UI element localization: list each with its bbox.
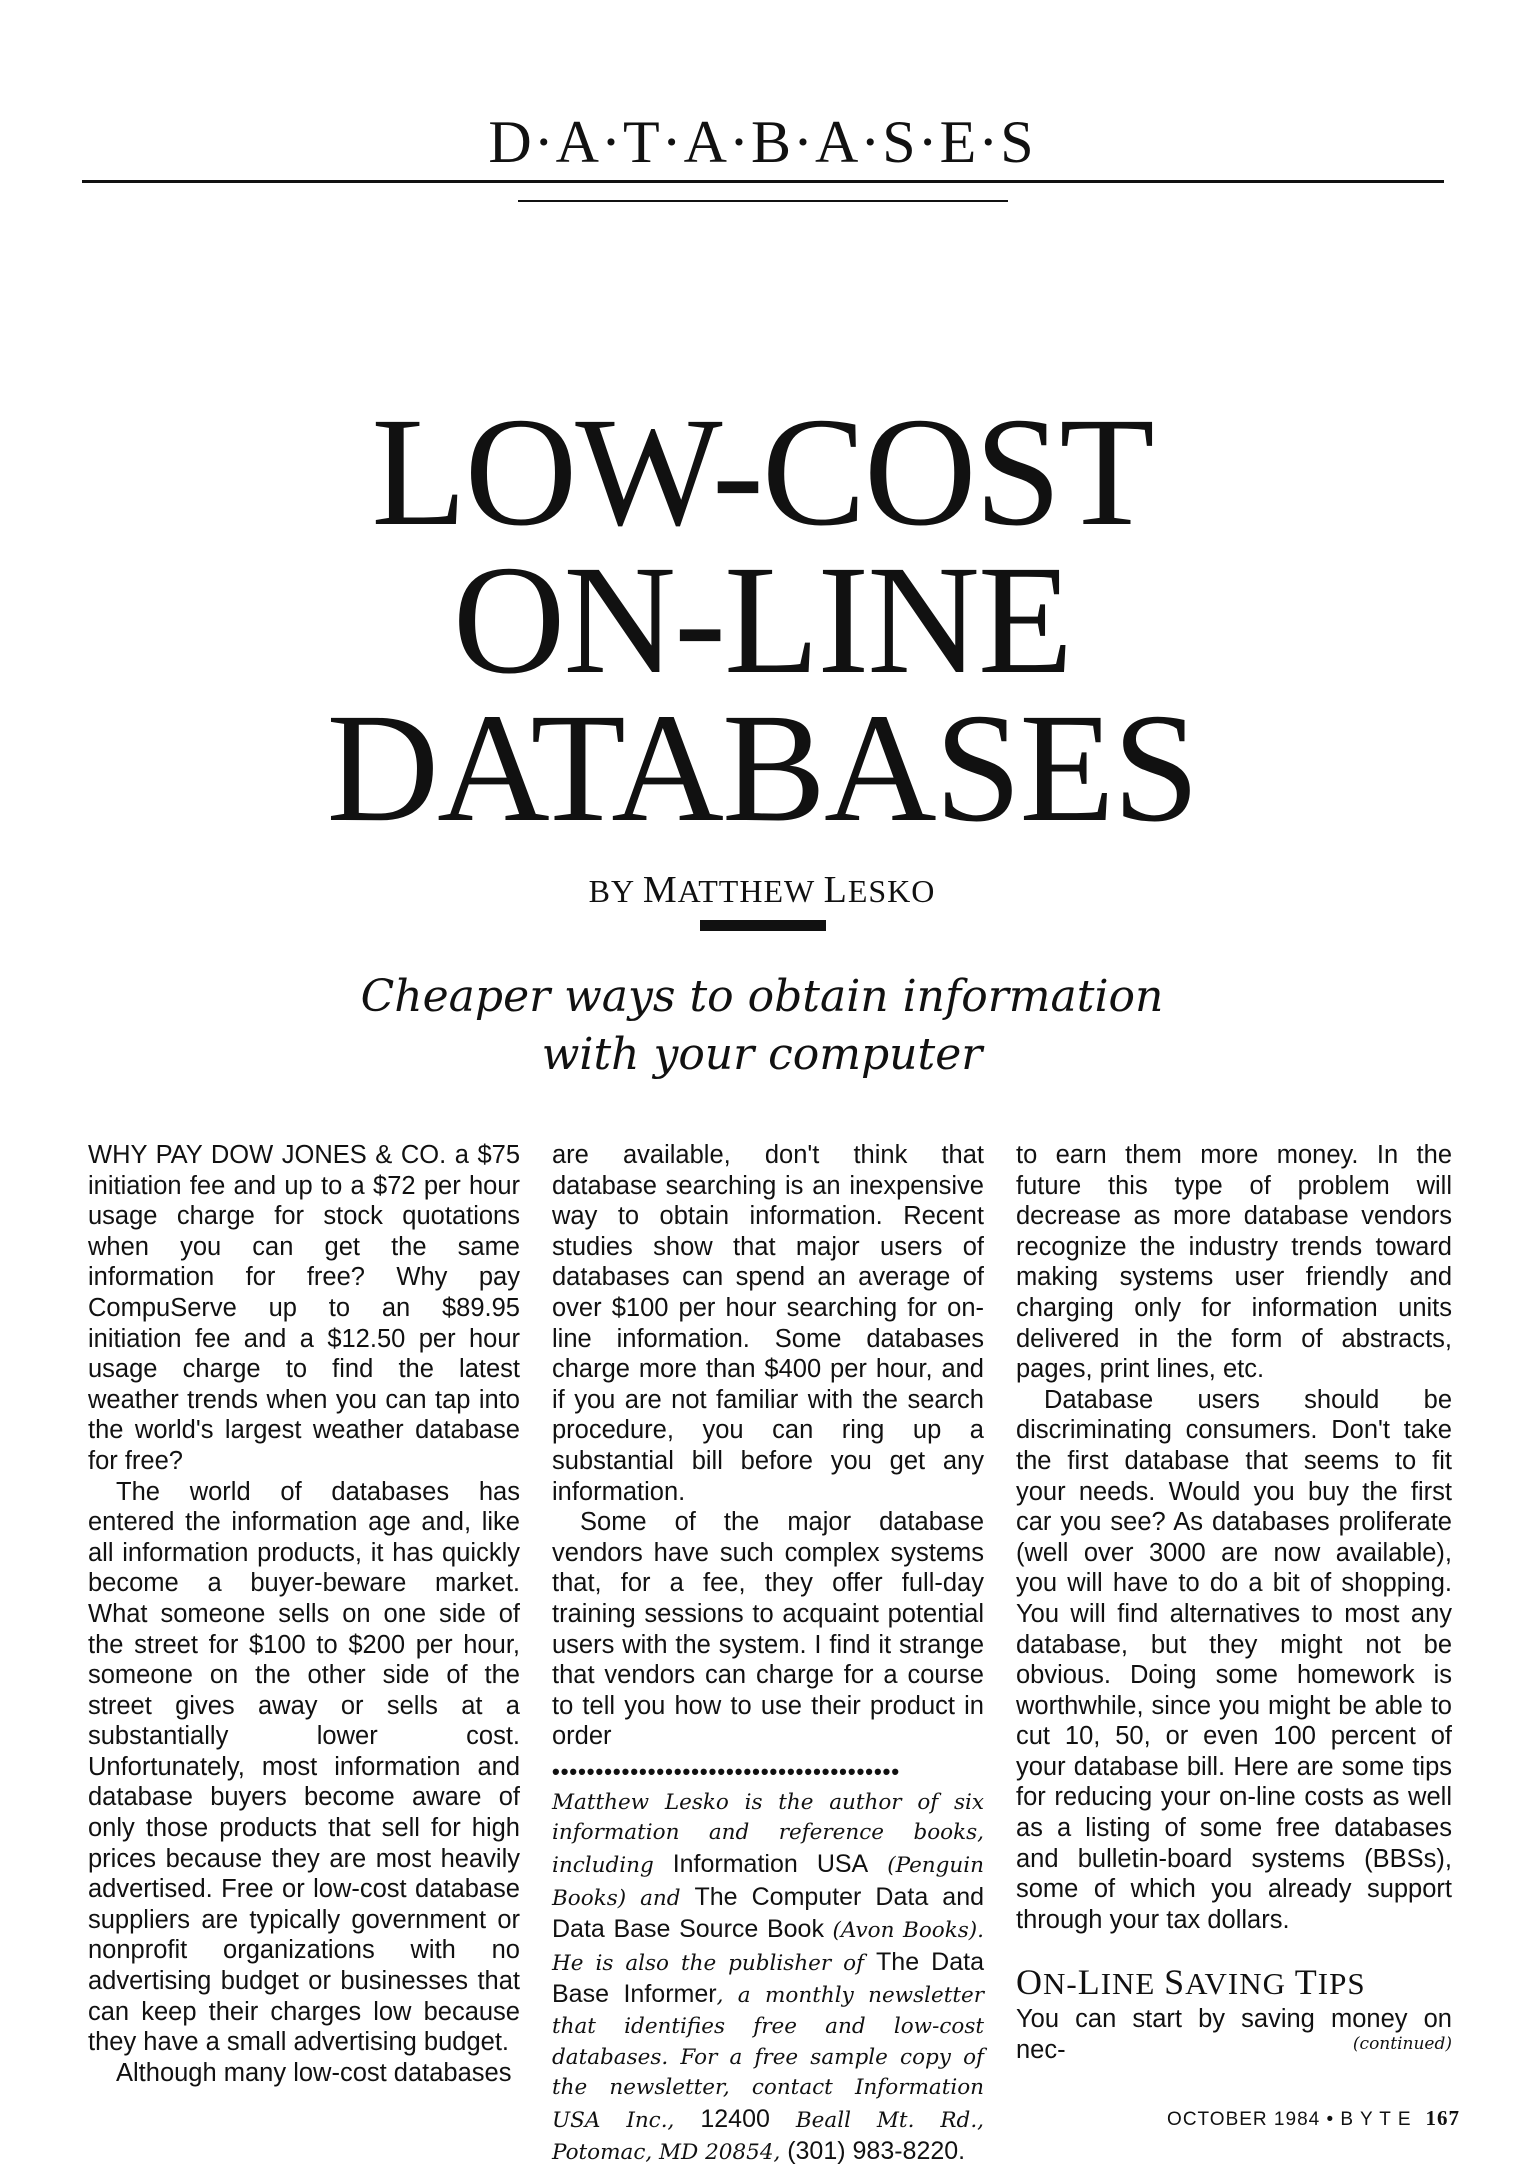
header-subrule xyxy=(518,200,1008,202)
byline-bar xyxy=(700,920,826,931)
title-line: DATABASES xyxy=(326,681,1198,854)
page-number: 167 xyxy=(1425,2106,1460,2130)
byline-first-name: ATTHEW xyxy=(677,873,815,909)
byline-initial: L xyxy=(823,869,848,911)
section-header: D·A·T·A·B·A·S·E·S xyxy=(488,109,1036,175)
byline-prefix: BY xyxy=(588,873,634,909)
text-column-1 xyxy=(88,1140,520,2088)
issue-info: OCTOBER 1984 • B Y T E xyxy=(1167,2109,1412,2130)
text-column-2 xyxy=(552,1140,984,2169)
paragraph: to earn them more money. In the future this type of problem will decrease as more database vendors recognize the industry trends toward making systems user friendly and charging only for information units delivered in the form of abstracts, pages, print lines, etc. xyxy=(1016,1141,1452,1384)
page-footer xyxy=(1167,2106,1460,2131)
paragraph: Although many low-cost databases xyxy=(116,2058,512,2087)
subtitle-line: Cheaper ways to obtain information xyxy=(360,971,1164,1022)
paragraph: You can start by saving money on nec- xyxy=(1016,2005,1452,2064)
header-rule xyxy=(82,180,1444,183)
section-heading: ON-LINE SAVING TIPS xyxy=(1016,1962,1366,2003)
title-line: ON-LINE xyxy=(452,533,1072,706)
byline-initial: M xyxy=(642,869,678,911)
paragraph: are available, don't think that database searching is an inexpensive way to obtain information. Recent studies show that major users of databases can spend an average of over $100 per hour searching for on-line information. Some databases charge more than $400 per hour, and if you are not familiar with the search procedure, you can ring up a substantial bill before you get any information. xyxy=(552,1141,984,1506)
continued-note: (continued) xyxy=(1352,2034,1452,2054)
subtitle-line: with your computer xyxy=(541,1029,983,1080)
paragraph: Database users should be discriminating consumers. Don't take the first database that seems to fit your needs. Would you buy the first car you see? As databases proliferate (well over 3000 are now available), you will have to do a bit of shopping. You will find alternatives to most any database, but they might not be obvious. Doing some homework is worthwhile, since you might be able to cut 10, 50, or even 100 percent of your database bill. Here are some tips for reducing your on-line costs as well as a listing of some free databases and bulletin-board systems (BBSs), some of which you already support through your tax dollars. xyxy=(1016,1385,1452,1934)
dotted-separator: •••••••••••••••••••••••••••••••••••••••• xyxy=(552,1759,901,1784)
paragraph: WHY PAY DOW JONES & CO. a $75 initiation fee and up to a $72 per hour usage charge for stock quotations when you can get the same information for free? Why pay CompuServe up to an $89.95 initiation fee and a $12.50 per hour usage charge to find the latest weather trends when you can tap into the world's largest weather database for free? xyxy=(88,1141,520,1475)
article-title xyxy=(0,385,1524,854)
byline-last-name: ESKO xyxy=(847,873,936,909)
article-subtitle xyxy=(0,968,1524,1084)
paragraph: The world of databases has entered the information age and, like all information products, it has quickly become a buyer-beware market. What someone sells on one side of the street for $100 to $200 per hour, someone on the other side of the street gives away or sells at a substantially lower cost. Unfortunately, most information and database buyers become aware of only those products that sell for high prices because they are most heavily advertised. Free or low-cost database suppliers are typically government or nonprofit organizations with no advertising budget or businesses that can keep their charges low because they have a small advertising budget. xyxy=(88,1477,520,2057)
text-column-3 xyxy=(1016,1140,1452,2065)
title-line: LOW-COST xyxy=(371,385,1153,558)
byline xyxy=(0,868,1524,912)
paragraph: Some of the major database vendors have such complex systems that, for a fee, they offer full-day training sessions to acquaint potential users with the system. I find it strange that vendors can charge for a course to tell you how to use their product in order xyxy=(552,1508,984,1751)
author-bio: Matthew Lesko is the author of six information and reference books, including Information USA (Penguin Books) and The Computer Data and Data Base Source Book (Avon Books). He is also the publisher of The Data Base Informer, a monthly newsletter that identifies free and low-cost databases. For a free sample copy of the newsletter, contact Information USA Inc., 12400 Beall Mt. Rd., Potomac, MD 20854, (301) 983-8220. xyxy=(552,1789,985,2166)
